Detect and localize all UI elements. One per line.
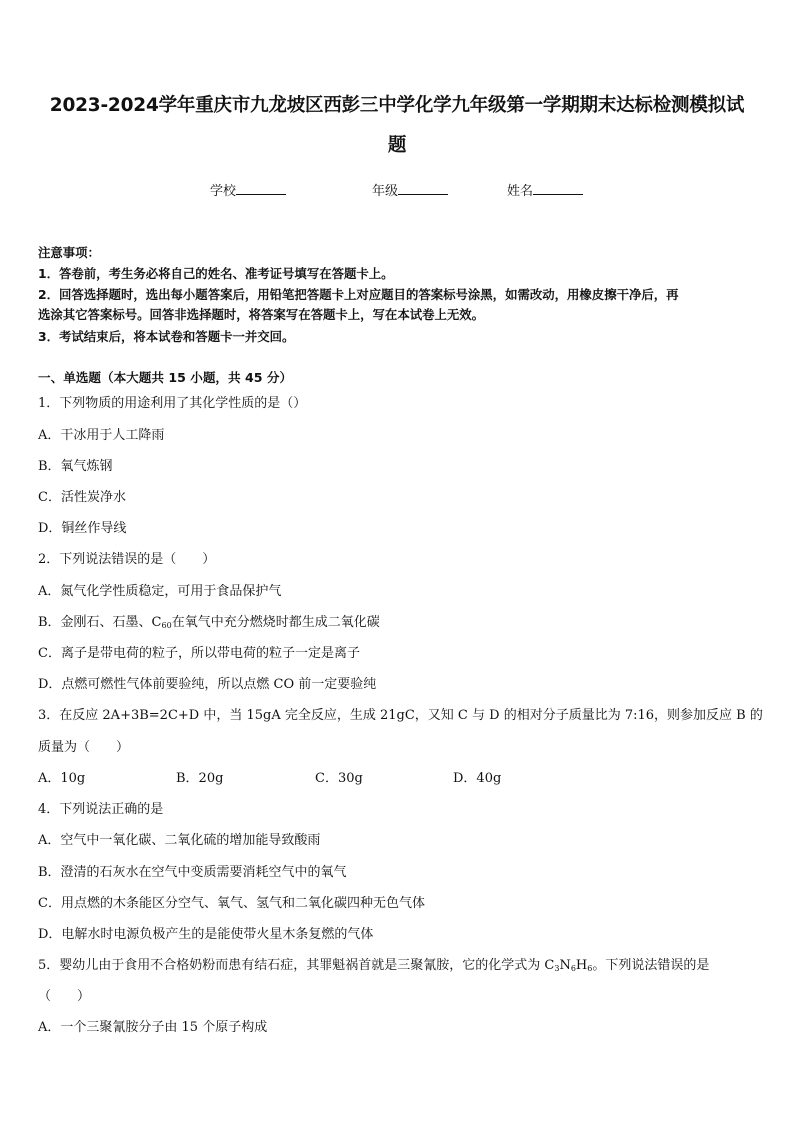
q4-option-b: B．澄清的石灰水在空气中变质需要消耗空气中的氧气: [38, 865, 347, 880]
q5-sub-n: 6: [570, 964, 576, 973]
q5-option-a: A．一个三聚氰胺分子由 15 个原子构成: [38, 1020, 268, 1035]
q5-stem-post: 。下列说法错误的是: [592, 958, 710, 973]
grade-label: 年级: [372, 184, 399, 199]
q2-option-b-text-post: 在氧气中充分燃烧时都生成二氧化碳: [171, 615, 380, 630]
notes-heading: 注意事项：: [38, 245, 100, 260]
name-label: 姓名: [507, 184, 534, 199]
name-blank[interactable]: [533, 180, 583, 195]
q3-stem-line2: 质量为（ ）: [38, 740, 130, 755]
exam-title-line1: 2023-2024学年重庆市九龙坡区西彭三中学化学九年级第一学期期末达标检测模拟试: [49, 95, 745, 116]
q5-sub-h: 6: [587, 964, 593, 973]
exam-title: [36, 86, 758, 166]
q1-option-a: A．干冰用于人工降雨: [38, 428, 165, 443]
q5-stem-pre: 5．婴幼儿由于食用不合格奶粉而患有结石症，其罪魁祸首就是三聚氰胺，它的化学式为 C: [38, 958, 555, 973]
q2-option-d: D．点燃可燃性气体前要验纯，所以点燃 CO 前一定要验纯: [38, 677, 377, 692]
q5-sub-c: 3: [554, 964, 560, 973]
q5-stem-line2: （ ）: [38, 989, 91, 1004]
q5-n: N: [559, 958, 571, 973]
q1-option-c: C．活性炭净水: [38, 490, 126, 505]
student-info-row: [0, 180, 794, 200]
q4-option-c: C．用点燃的木条能区分空气、氧气、氢气和二氧化碳四种无色气体: [38, 896, 425, 911]
q4-option-a: A．空气中一氧化碳、二氧化硫的增加能导致酸雨: [38, 833, 321, 848]
notes-item-2-line2: 选涂其它答案标号。回答非选择题时，将答案写在答题卡上，写在本试卷上无效。: [38, 307, 485, 322]
q4-option-d: D．电解水时电源负极产生的是能使带火星木条复燃的气体: [38, 927, 374, 942]
notes-item-2-line1: 2．回答选择题时，选出每小题答案后，用铅笔把答题卡上对应题目的答案标号涂黑，如需改动，用橡皮擦干净后，再: [38, 287, 679, 302]
section-heading: 一、单选题（本大题共 15 小题，共 45 分）: [38, 370, 293, 385]
school-field[interactable]: [210, 180, 286, 199]
q3-option-a: A．10g: [38, 771, 86, 786]
exam-title-line2: 题: [387, 135, 407, 156]
q5-h: H: [575, 958, 588, 973]
q3-option-c: C．30g: [315, 771, 363, 786]
notes-item-1: 1．答卷前，考生务必将自己的姓名、准考证号填写在答题卡上。: [38, 266, 394, 281]
q2-option-b-subscript: 60: [161, 621, 172, 630]
name-field[interactable]: [507, 180, 583, 199]
q4-stem: 4．下列说法正确的是: [38, 802, 164, 817]
q2-option-c: C．离子是带电荷的粒子，所以带电荷的粒子一定是离子: [38, 646, 360, 661]
q5-stem-line1: [38, 957, 709, 978]
notes-item-3: 3．考试结束后，将本试卷和答题卡一并交回。: [38, 329, 295, 344]
q3-options: [38, 770, 758, 788]
q3-option-b: B．20g: [176, 771, 224, 786]
q2-option-b: [38, 614, 380, 635]
q2-option-b-text-pre: B．金刚石、石墨、C: [38, 615, 162, 630]
school-label: 学校: [210, 184, 237, 199]
q1-stem: 1．下列物质的用途利用了其化学性质的是（）: [38, 396, 307, 411]
grade-blank[interactable]: [398, 180, 448, 195]
q3-option-d: D．40g: [453, 771, 502, 786]
q2-option-a: A．氮气化学性质稳定，可用于食品保护气: [38, 584, 282, 599]
q1-option-b: B．氧气炼钢: [38, 459, 113, 474]
school-blank[interactable]: [236, 180, 286, 195]
q1-option-d: D．铜丝作导线: [38, 521, 127, 536]
q2-stem: 2．下列说法错误的是（ ）: [38, 552, 216, 567]
q3-stem-line1: 3．在反应 2A+3B=2C+D 中，当 15gA 完全反应，生成 21gC，又知 C 与 D 的相对分子质量比为 7:16，则参加反应 B 的: [38, 708, 763, 723]
grade-field[interactable]: [372, 180, 448, 199]
